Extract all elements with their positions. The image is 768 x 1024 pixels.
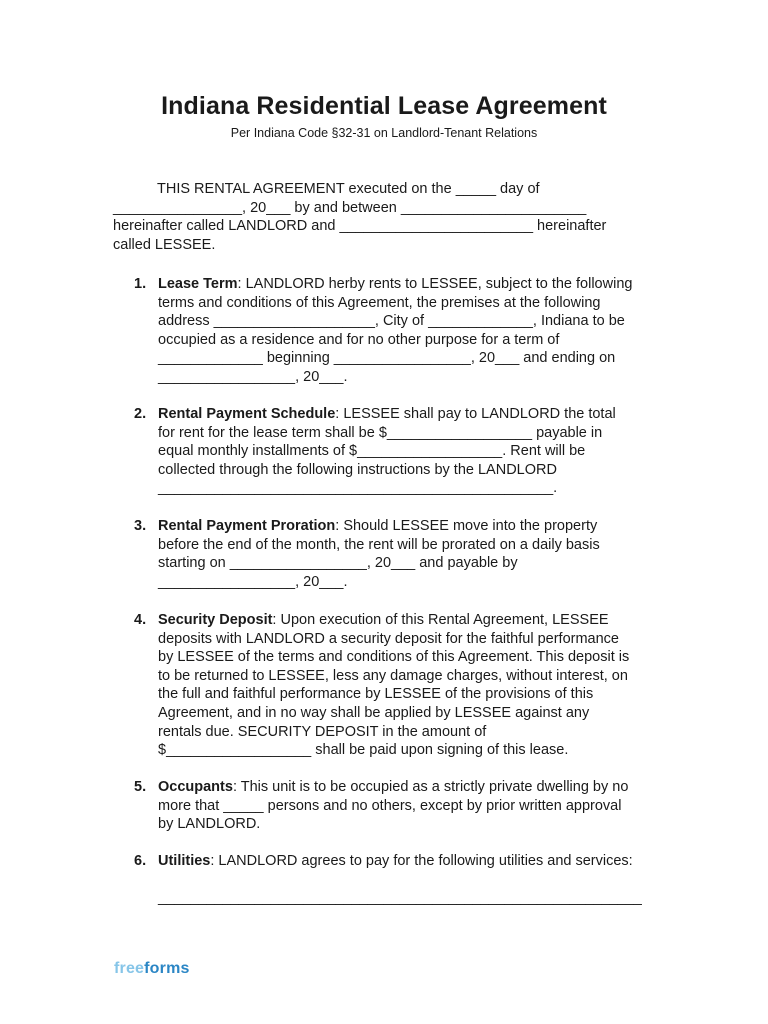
clause-heading: Occupants: [158, 779, 233, 795]
clause-number: 3.: [134, 518, 147, 534]
clause-line: for rent for the lease term shall be $__________________ payable in: [158, 424, 603, 441]
clause-lease-term: [134, 275, 654, 387]
clause-line: $__________________ shall be paid upon signing of this lease.: [158, 742, 569, 759]
clause-number: 1.: [134, 276, 147, 292]
intro-line: called LESSEE.: [113, 236, 216, 253]
clause-heading: Lease Term: [158, 276, 238, 292]
clause-line: to be returned to LESSEE, less any damage charges, without interest, on: [158, 667, 628, 684]
clause-text: : LANDLORD herby rents to LESSEE, subject to the following: [237, 276, 633, 292]
clause-line: by LESSEE of the terms and conditions of this Agreement. This deposit is: [158, 649, 630, 666]
clause-text: : Should LESSEE move into the property: [335, 518, 598, 534]
clause-heading: Utilities: [158, 853, 211, 869]
intro-line: ________________, 20___ by and between _______________________: [113, 199, 587, 216]
clause-line: _________________________________________________.: [158, 480, 558, 497]
clause-heading: Rental Payment Schedule: [158, 406, 336, 422]
clause-rental-payment-proration: [134, 517, 654, 591]
clause-first-line: [158, 852, 654, 871]
clause-text: : LANDLORD agrees to pay for the following utilities and services:: [210, 853, 633, 869]
clause-line: terms and conditions of this Agreement, the premises at the following: [158, 294, 601, 311]
document-title: Indiana Residential Lease Agreement: [161, 92, 607, 120]
clause-line: _________________, 20___.: [158, 368, 348, 385]
clause-line: by LANDLORD.: [158, 816, 261, 833]
clause-first-line: [158, 517, 654, 536]
logo-free-text: free: [114, 960, 145, 977]
logo-forms-text: forms: [144, 960, 190, 977]
clause-text: : LESSEE shall pay to LANDLORD the total: [335, 406, 616, 422]
clause-number: 5.: [134, 779, 147, 795]
clause-line: deposits with LANDLORD a security deposit for the faithful performance: [158, 630, 619, 647]
clause-first-line: [158, 405, 654, 424]
clause-security-deposit: [134, 611, 654, 760]
clause-heading: Rental Payment Proration: [158, 518, 336, 534]
clause-line: Agreement, and in no way shall be applied by LESSEE against any: [158, 704, 590, 721]
clause-line: [158, 871, 654, 890]
clause-line: ____________________________________________________________: [158, 890, 642, 907]
clause-line: _________________, 20___.: [158, 573, 348, 590]
document-subtitle: Per Indiana Code §32-31 on Landlord-Tenant Relations: [230, 126, 538, 140]
clause-line: more that _____ persons and no others, except by prior written approval: [158, 797, 622, 814]
clause-utilities: [134, 852, 654, 908]
clause-line: before the end of the month, the rent will be prorated on a daily basis: [158, 536, 600, 553]
clause-heading: Security Deposit: [158, 612, 273, 628]
clause-first-line: [158, 275, 654, 294]
intro-line: THIS RENTAL AGREEMENT executed on the _____ day of: [157, 181, 540, 197]
intro-line: hereinafter called LANDLORD and ________________________ hereinafter: [113, 218, 607, 235]
clause-line: equal monthly installments of $__________________. Rent will be: [158, 443, 586, 460]
clause-line: _____________ beginning _________________, 20___ and ending on: [158, 350, 616, 367]
clause-occupants: [134, 778, 654, 834]
clause-line: starting on _________________, 20___ and payable by: [158, 555, 518, 572]
clause-text: : This unit is to be occupied as a strictly private dwelling by no: [232, 779, 629, 795]
clause-text: : Upon execution of this Rental Agreement, LESSEE: [272, 612, 609, 628]
clause-number: 2.: [134, 406, 147, 422]
clause-line: collected through the following instructions by the LANDLORD: [158, 461, 557, 478]
clause-first-line: [158, 778, 654, 797]
clause-rental-payment-schedule: [134, 405, 654, 498]
clause-line: the full and faithful performance by LESSEE of the provisions of this: [158, 686, 594, 703]
clause-first-line: [158, 611, 654, 630]
clause-line: address ____________________, City of _____________, Indiana to be: [158, 313, 625, 330]
clause-number: 6.: [134, 853, 147, 869]
intro-paragraph: [113, 180, 633, 254]
clause-line: occupied as a residence and for no other purpose for a term of: [158, 331, 560, 348]
freeforms-logo[interactable]: [114, 960, 190, 978]
clause-number: 4.: [134, 612, 147, 628]
clause-line: rentals due. SECURITY DEPOSIT in the amount of: [158, 723, 487, 740]
